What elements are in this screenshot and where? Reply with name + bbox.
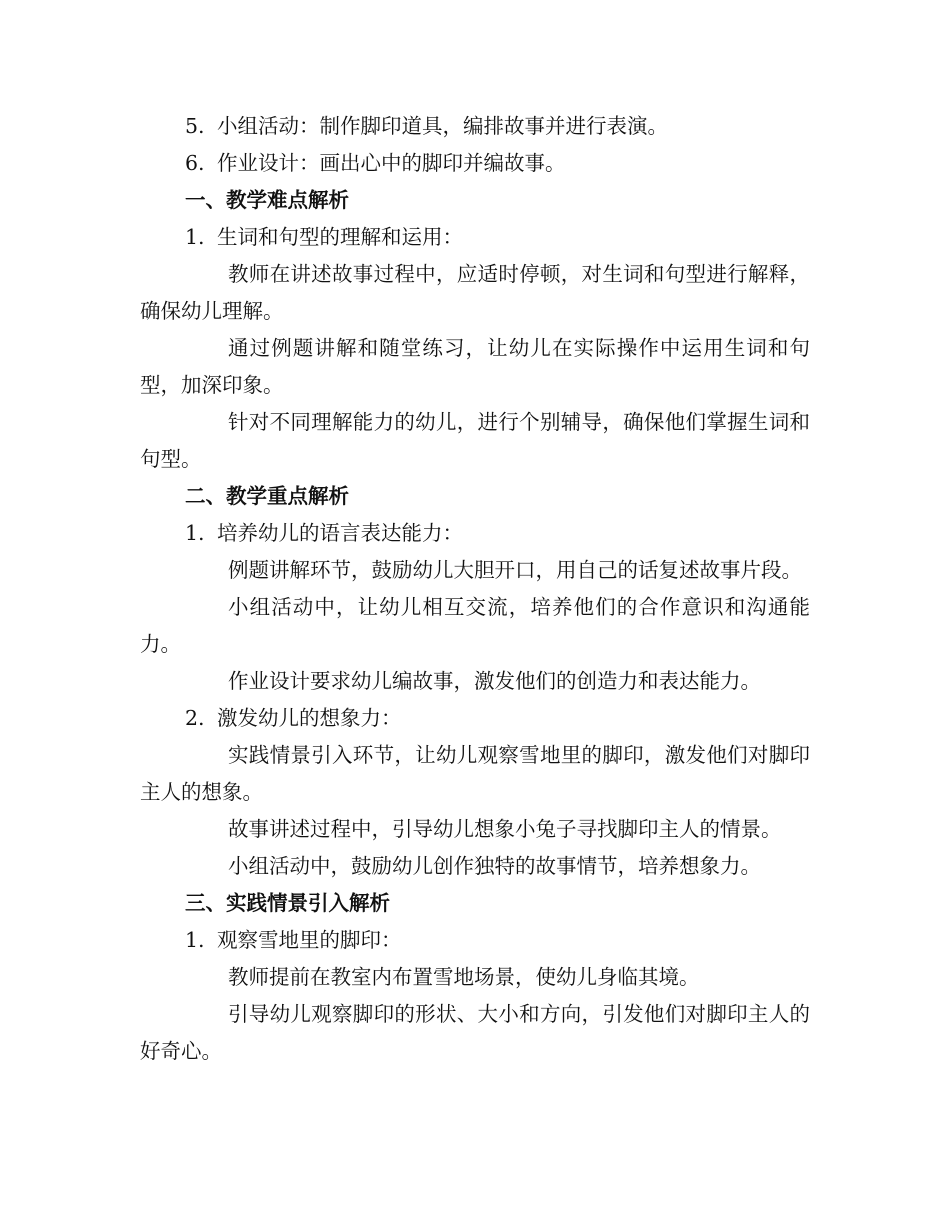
- paragraph: 引导幼儿观察脚印的形状、大小和方向，引发他们对脚印主人的好奇心。: [140, 1002, 810, 1063]
- list-number: 1.: [185, 928, 205, 952]
- paragraph: 作业设计要求幼儿编故事，激发他们的创造力和表达能力。: [228, 669, 761, 693]
- list-number: 1.: [185, 521, 205, 545]
- list-item: [140, 108, 810, 145]
- paragraph: 教师提前在教室内布置雪地场景，使幼儿身临其境。: [228, 965, 700, 989]
- paragraph: 针对不同理解能力的幼儿，进行个别辅导，确保他们掌握生词和句型。: [140, 410, 810, 471]
- list-text: 培养幼儿的语言表达能力：: [217, 521, 463, 545]
- list-item: [140, 219, 810, 256]
- paragraph: 教师在讲述故事过程中，应适时停顿，对生词和句型进行解释，确保幼儿理解。: [140, 262, 810, 323]
- list-text: 观察雪地里的脚印：: [217, 928, 402, 952]
- list-text: 作业设计：画出心中的脚印并编故事。: [217, 151, 566, 175]
- paragraph: 小组活动中，让幼儿相互交流，培养他们的合作意识和沟通能力。: [140, 595, 810, 656]
- document-body: [140, 108, 810, 1070]
- list-text: 小组活动：制作脚印道具，编排故事并进行表演。: [217, 114, 668, 138]
- paragraph: 通过例题讲解和随堂练习，让幼儿在实际操作中运用生词和句型，加深印象。: [140, 336, 810, 397]
- list-number: 2.: [185, 706, 205, 730]
- paragraph: 例题讲解环节，鼓励幼儿大胆开口，用自己的话复述故事片段。: [228, 558, 802, 582]
- list-text: 生词和句型的理解和运用：: [217, 225, 463, 249]
- paragraph: 实践情景引入环节，让幼儿观察雪地里的脚印，激发他们对脚印主人的想象。: [140, 743, 810, 804]
- section-heading: 一、教学难点解析: [185, 188, 349, 212]
- list-number: 6.: [185, 151, 205, 175]
- section-heading: 二、教学重点解析: [185, 484, 349, 508]
- list-item: [140, 515, 810, 552]
- section-heading: 三、实践情景引入解析: [185, 891, 390, 915]
- paragraph: 故事讲述过程中，引导幼儿想象小兔子寻找脚印主人的情景。: [228, 817, 782, 841]
- list-item: [140, 145, 810, 182]
- paragraph: 小组活动中，鼓励幼儿创作独特的故事情节，培养想象力。: [228, 854, 761, 878]
- list-text: 激发幼儿的想象力：: [217, 706, 402, 730]
- list-item: [140, 922, 810, 959]
- list-number: 5.: [185, 114, 205, 138]
- list-item: [140, 700, 810, 737]
- list-number: 1.: [185, 225, 205, 249]
